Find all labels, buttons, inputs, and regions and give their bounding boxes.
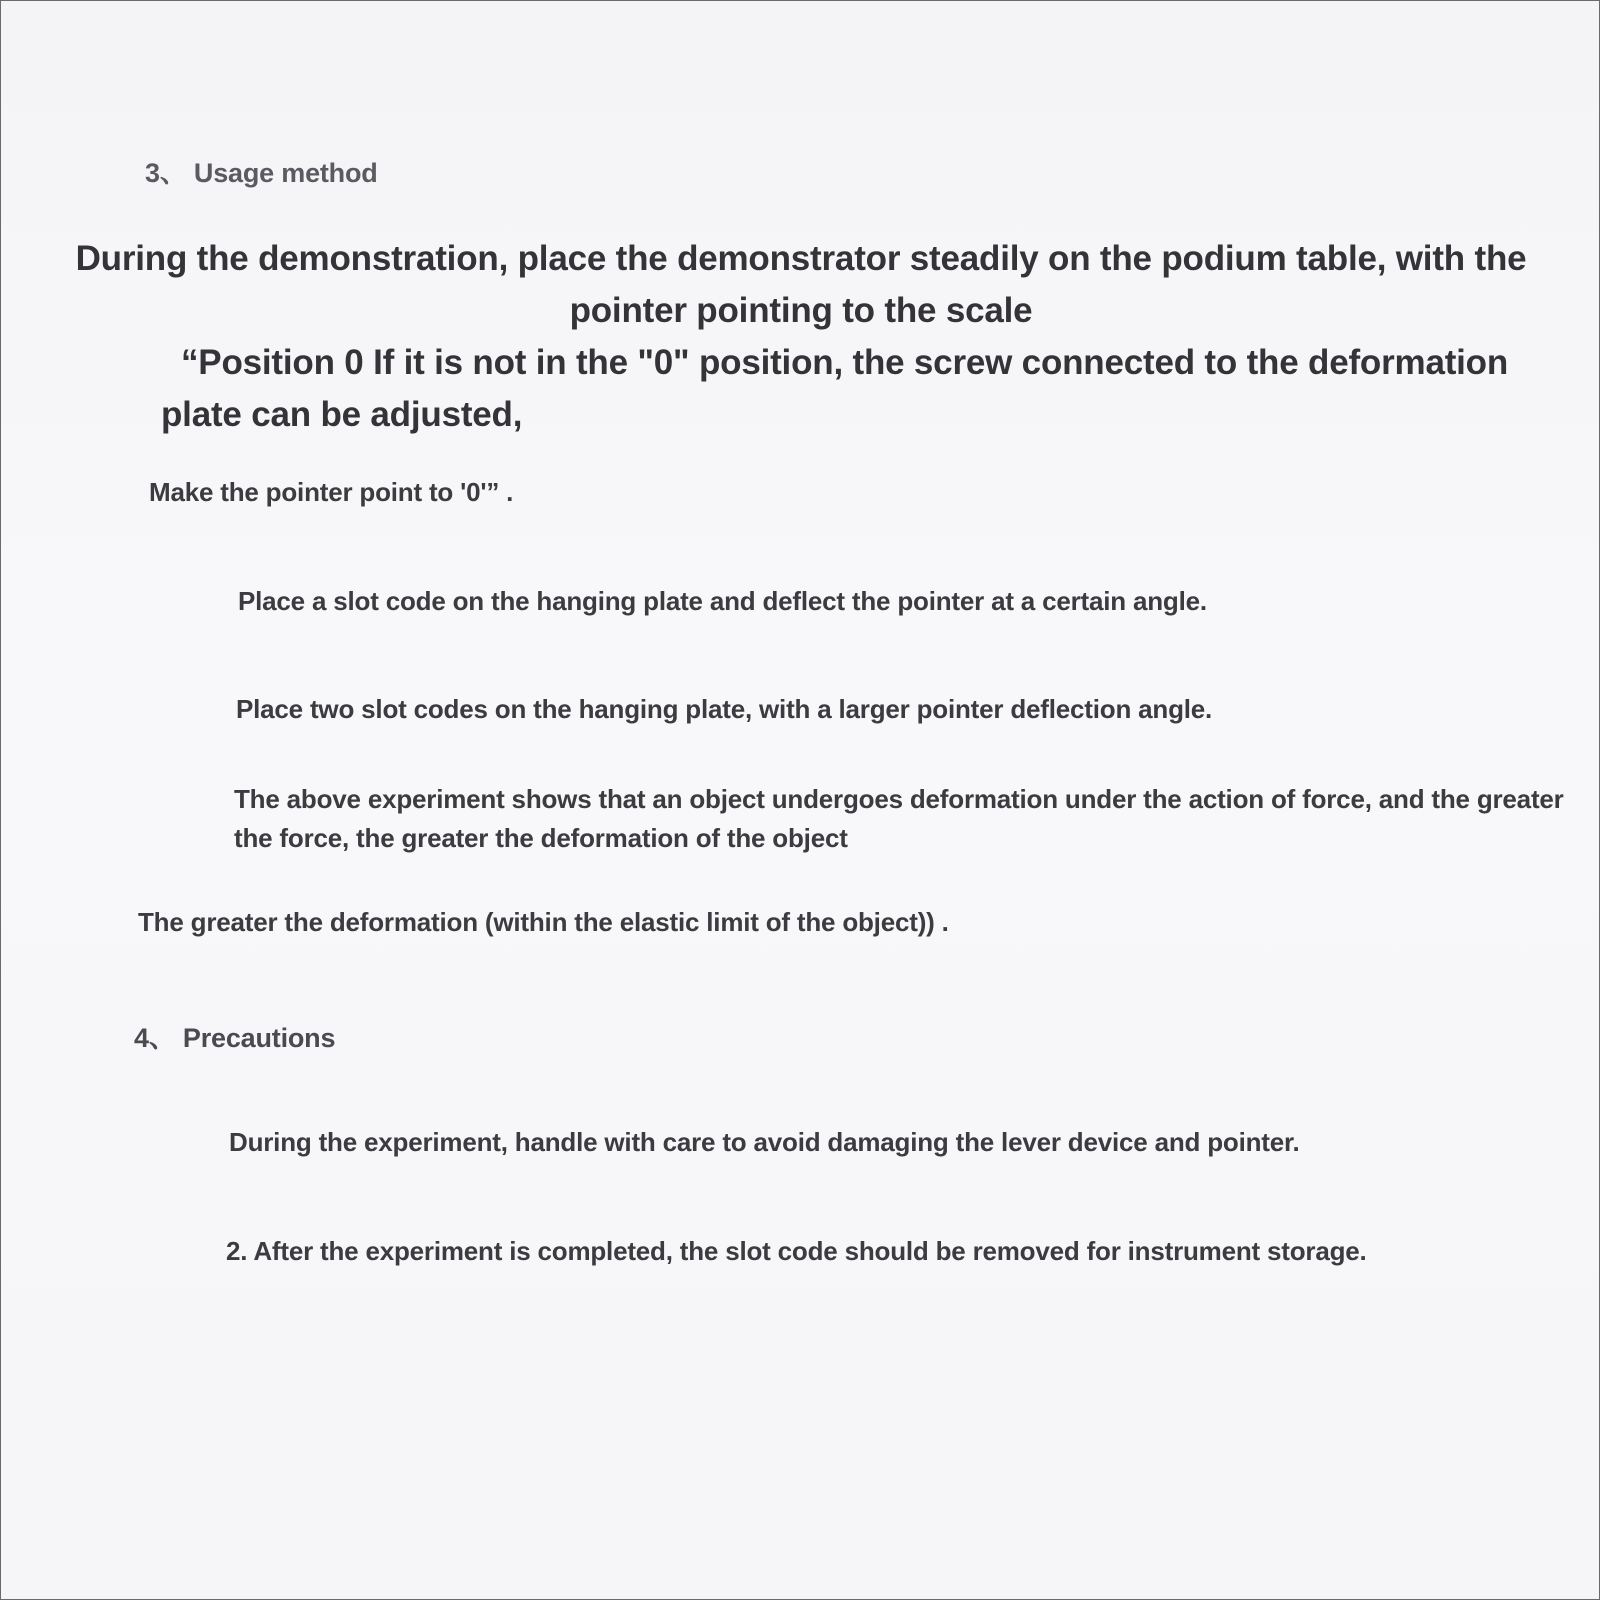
step-one-slot-text: Place a slot code on the hanging plate and deflect the pointer at a certain angle. <box>238 586 1207 616</box>
step-two-slots-text: Place two slot codes on the hanging plate, with a larger pointer deflection angle. <box>236 694 1213 724</box>
precaution-item-2: 2. After the experiment is completed, the slot code should be removed for instrument storage. <box>226 1236 1367 1266</box>
usage-method-heading: 3、 Usage method <box>145 158 378 188</box>
elastic-limit-note: The greater the deformation (within the elastic limit of the object)) . <box>138 907 949 937</box>
usage-intro-paragraph: During the demonstration, place the demonstrator steadily on the podium table, with the pointer pointing to the scale <box>75 239 1527 330</box>
zero-instruction-text: Make the pointer point to '0'” . <box>149 477 514 507</box>
conclusion-paragraph: The above experiment shows that an object undergoes deformation under the action of force, and the greater the force, the greater the deformation of the object <box>234 784 1564 853</box>
precaution-item-1: During the experiment, handle with care to avoid damaging the lever device and pointer. <box>229 1127 1300 1157</box>
zero-position-paragraph: “Position 0 If it is not in the "0" position, the screw connected to the deformation plate can be adjusted, <box>161 343 1509 434</box>
precautions-heading: 4、 Precautions <box>134 1023 336 1053</box>
